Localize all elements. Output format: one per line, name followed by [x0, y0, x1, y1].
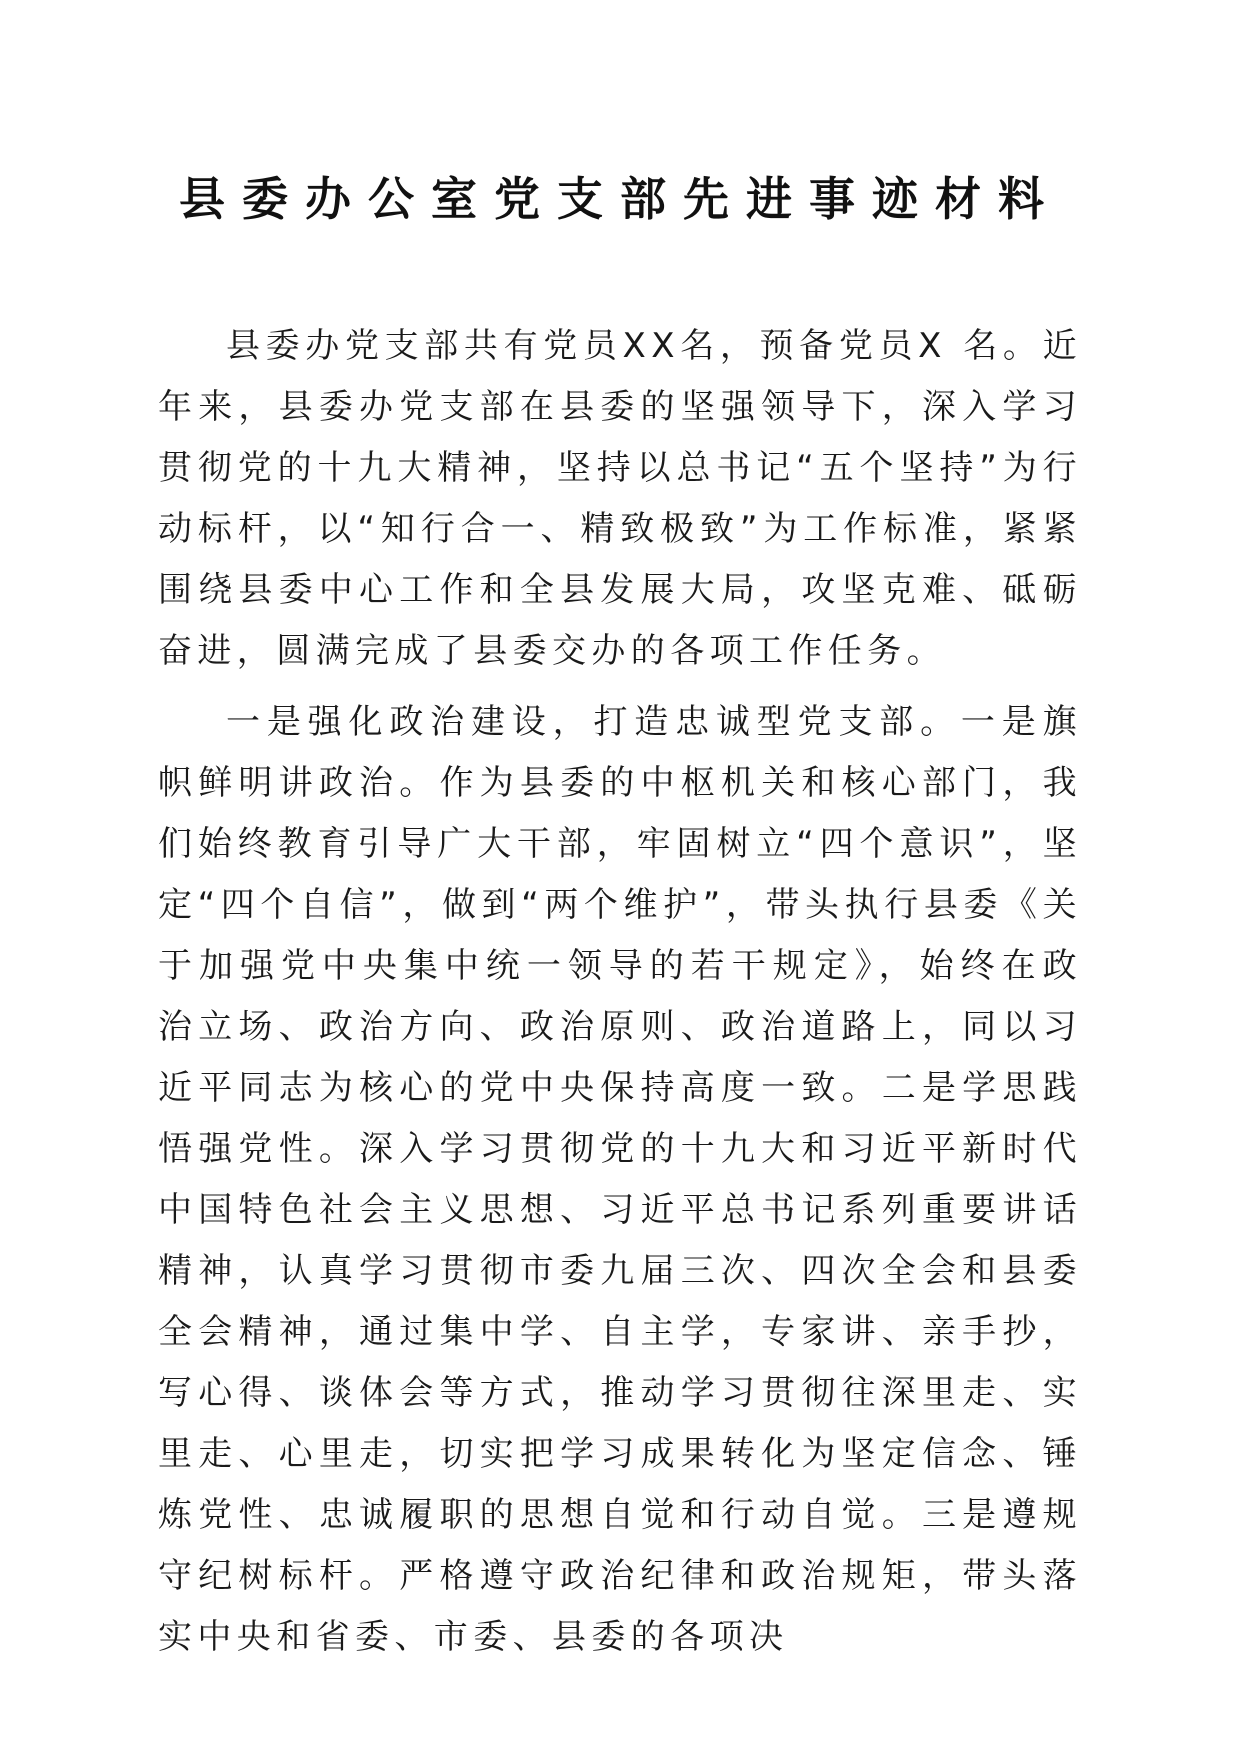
document-title: 县委办公室党支部先进事迹材料 — [179, 172, 1061, 226]
paragraph-intro: 县委办党支部共有党员XX名，预备党员X 名。近年来，县委办党支部在县委的坚强领导下，深入学习贯彻党的十九大精神，坚持以总书记“五个坚持”为行动标杆，以“知行合一、精致极致”为工作标准，紧紧围绕县委中心工作和全县发展大局，攻坚克难、砥砺奋进，圆满完成了县委交办的各项工作任务。 — [158, 326, 1082, 671]
document-body — [158, 316, 1082, 1668]
paragraph-political-building: 一是强化政治建设，打造忠诚型党支部。一是旗帜鲜明讲政治。作为县委的中枢机关和核心部门，我们始终教育引导广大干部，牢固树立“四个意识”，坚定“四个自信”，做到“两个维护”，带头执行县委《关于加强党中央集中统一领导的若干规定》，始终在政治立场、政治方向、政治原则、政治道路上，同以习近平同志为核心的党中央保持高度一致。二是学思践悟强党性。深入学习贯彻党的十九大和习近平新时代中国特色社会主义思想、习近平总书记系列重要讲话精神，认真学习贯彻市委九届三次、四次全会和县委全会精神，通过集中学、自主学，专家讲、亲手抄，写心得、谈体会等方式，推动学习贯彻往深里走、实里走、心里走，切实把学习成果转化为坚定信念、锤炼党性、忠诚履职的思想自觉和行动自觉。三是遵规守纪树标杆。严格遵守政治纪律和政治规矩，带头落实中央和省委、市委、县委的各项决 — [158, 702, 1082, 1657]
